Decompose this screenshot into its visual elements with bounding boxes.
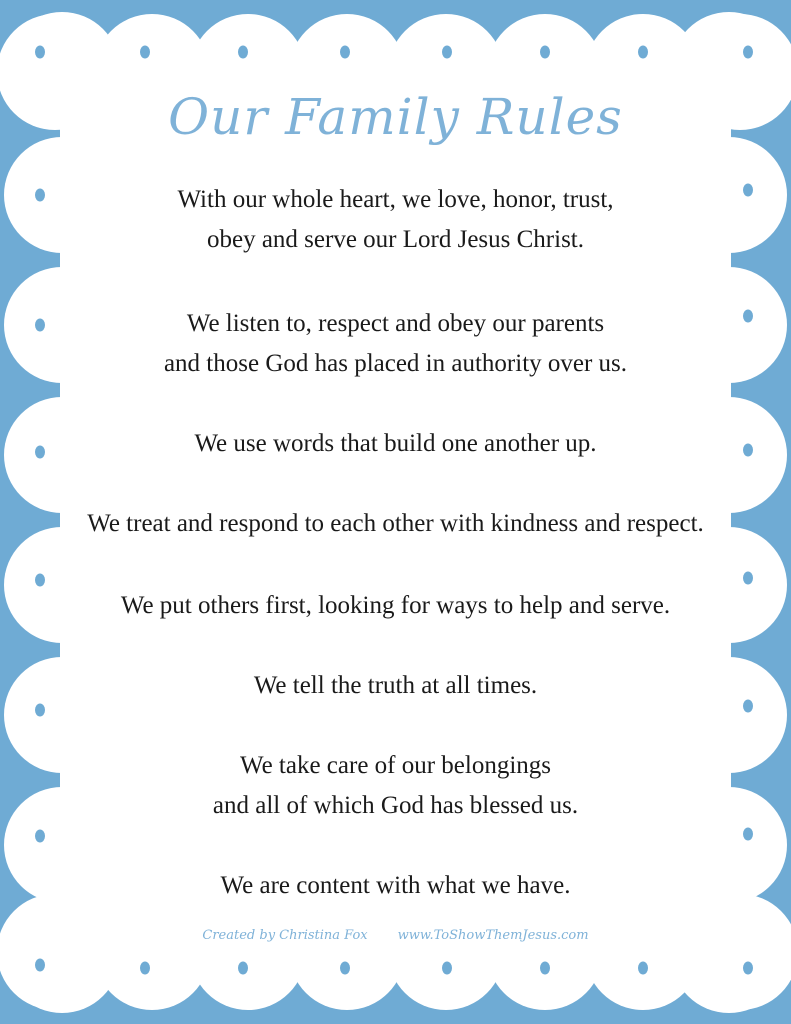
rule-line: We use words that build one another up.	[194, 430, 597, 457]
rule-line: With our whole heart, we love, honor, trust,	[177, 186, 614, 213]
footer-website: www.ToShowThemJesus.com	[397, 928, 589, 943]
rule-line: obey and serve our Lord Jesus Christ.	[206, 226, 584, 253]
rule-line: and all of which God has blessed us.	[212, 792, 579, 819]
page-title: Our Family Rules	[168, 88, 623, 146]
rule-line: and those God has placed in authority over us.	[163, 350, 628, 377]
rule-line: We tell the truth at all times.	[253, 672, 538, 699]
rule-1	[0, 180, 791, 260]
rule-4	[0, 504, 791, 544]
rule-line: We treat and respond to each other with kindness and respect.	[87, 510, 704, 537]
rule-8	[0, 866, 791, 906]
rule-7	[0, 746, 791, 826]
rule-5	[0, 586, 791, 626]
rule-line: We listen to, respect and obey our parents	[186, 310, 605, 337]
rule-line: We put others first, looking for ways to help and serve.	[120, 592, 671, 619]
footer	[0, 928, 791, 943]
rule-2	[0, 304, 791, 384]
rule-line: We are content with what we have.	[220, 872, 571, 899]
rule-6	[0, 666, 791, 706]
rule-3	[0, 424, 791, 464]
footer-credit: Created by Christina Fox	[202, 928, 368, 943]
rule-line: We take care of our belongings	[239, 752, 552, 779]
